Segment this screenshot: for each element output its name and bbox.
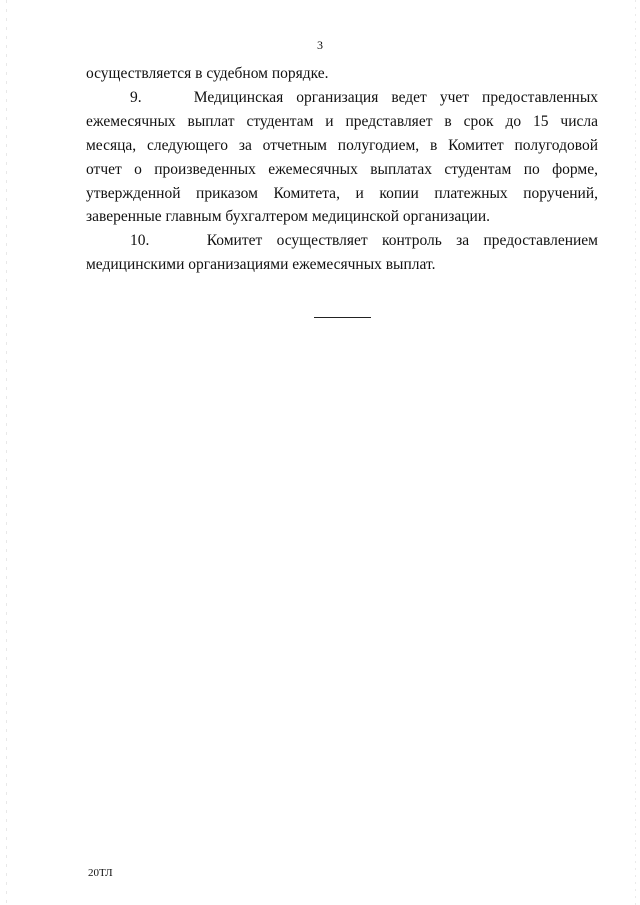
item-10-text-1: Комитет осуществляет контроль за предоставлением <box>206 232 598 250</box>
document-body <box>86 62 598 277</box>
item-9-line-4: отчет о произведенных ежемесячных выплатах студентам по форме, <box>86 160 598 178</box>
item-10-number: 10. <box>130 232 150 250</box>
item-9-number: 9. <box>130 88 142 106</box>
item-9-line-6: заверенные главным бухгалтером медицинской организации. <box>86 208 491 226</box>
item-10-line-2: медицинскими организациями ежемесячных выплат. <box>86 256 436 274</box>
page-number: 3 <box>317 38 323 52</box>
intro-line: осуществляется в судебном порядке. <box>86 65 329 82</box>
item-9-line-5: утвержденной приказом Комитета, и копии платежных поручений, <box>86 184 598 202</box>
item-9-line-3: месяца, следующего за отчетным полугодием, в Комитет полугодовой <box>86 136 598 154</box>
item-9-line-1 <box>86 86 598 110</box>
item-9-line-2: ежемесячных выплат студентам и представляет в срок до 15 числа <box>86 112 598 130</box>
item-9-text-1: Медицинская организация ведет учет предоставленных <box>193 88 599 106</box>
end-divider-line <box>314 317 371 318</box>
scan-edge-left <box>6 0 7 905</box>
scan-edge-right <box>635 0 636 905</box>
footer-code: 20ТЛ <box>88 867 113 879</box>
item-10-line-1 <box>86 229 598 253</box>
